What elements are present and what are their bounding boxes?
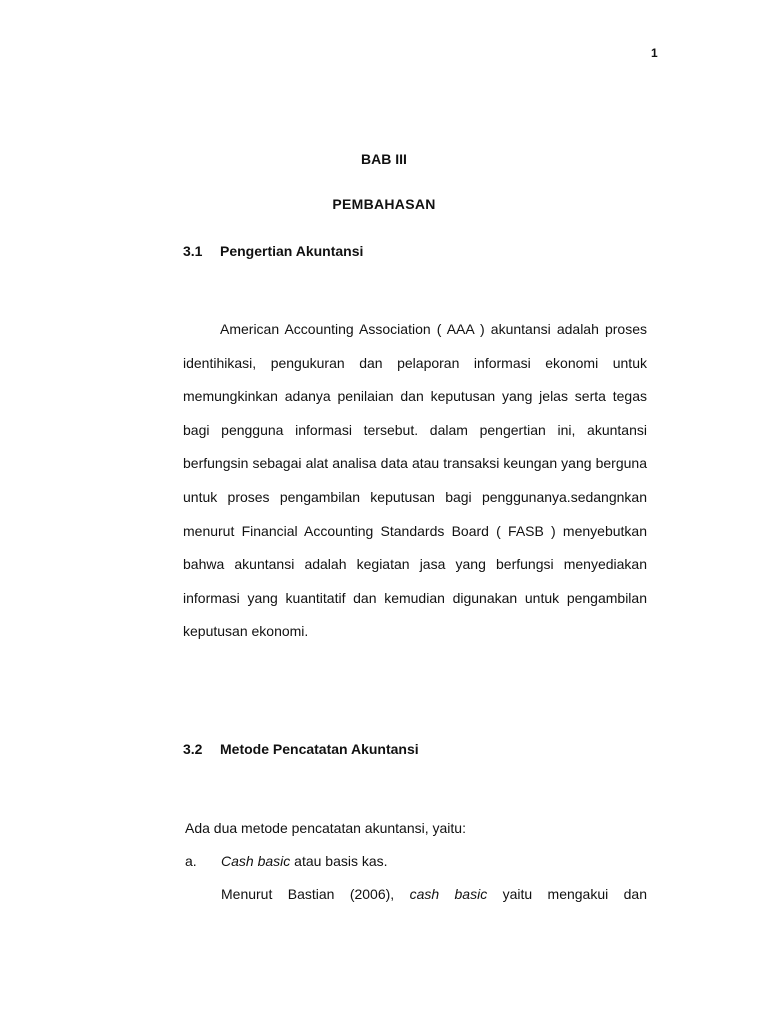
section-number: 3.2 (183, 741, 203, 757)
sub-suffix: yaitu mengakui dan (487, 886, 647, 902)
list-item (185, 853, 388, 869)
sub-term: cash basic (409, 886, 488, 902)
section-title: Metode Pencatatan Akuntansi (220, 741, 419, 757)
section-title: Pengertian Akuntansi (220, 243, 364, 259)
body-paragraph: American Accounting Association ( AAA ) akuntansi adalah proses identihikasi, pengukuran dan pelaporan informasi ekonomi untuk memungkinkan adanya penilaian dan keputusan yang jelas serta tegas bagi pengguna informasi tersebut. dalam pengertian ini, akuntansi berfungsin sebagai alat analisa data atau transaksi keungan yang berguna untuk proses pengambilan keputusan bagi penggunanya.sedangnkan menurut Financial Accounting Standards Board ( FASB ) menyebutkan bahwa akuntansi adalah kegiatan jasa yang berfungsi menyediakan informasi yang kuantitatif dan kemudian digunakan untuk pengambilan keputusan ekonomi. (183, 321, 647, 640)
sub-prefix: Menurut Bastian (2006), (221, 886, 410, 902)
list-sub-paragraph (221, 878, 647, 912)
list-term: Cash basic (221, 853, 291, 869)
page-number: 1 (651, 46, 658, 60)
section-heading (183, 741, 419, 757)
chapter-title: PEMBAHASAN (332, 196, 436, 212)
section-heading (183, 243, 363, 259)
chapter-number: BAB III (361, 151, 407, 167)
list-marker: a. (185, 853, 197, 869)
section-number: 3.1 (183, 243, 203, 259)
list-text: atau basis kas. (290, 853, 388, 869)
intro-text: Ada dua metode pencatatan akuntansi, yaitu: (185, 820, 466, 836)
